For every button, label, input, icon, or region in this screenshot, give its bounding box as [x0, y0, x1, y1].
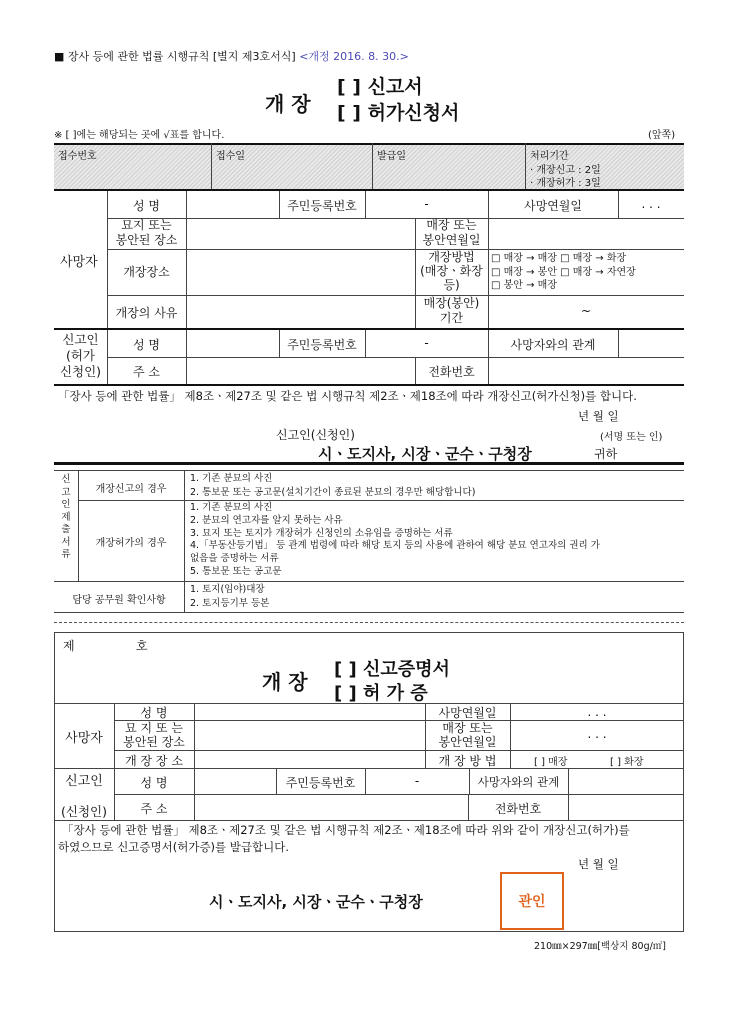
form-title-prefix: 개 장: [265, 92, 311, 116]
reburial-method-options[interactable]: [491, 252, 636, 293]
burial-date-label: 매장 또는 봉안연월일: [422, 218, 481, 247]
cert-authority: 시ㆍ도지사, 시장ㆍ군수ㆍ구청장: [209, 893, 423, 911]
grave-location-label: 묘지 또는 봉안된 장소: [115, 218, 178, 247]
cert-name-label: 성 명: [140, 706, 168, 720]
authority-addressee: 시ㆍ도지사, 시장ㆍ군수ㆍ구청장: [318, 445, 532, 463]
form-title-permit: [ ] 허가신청서: [337, 102, 460, 124]
checkbox-note: ※ [ ]에는 해당되는 곳에 √표를 합니다.: [54, 130, 225, 141]
burial-period-label: 매장(봉안) 기간: [423, 296, 480, 325]
cert-text-2: 하였으므로 신고증명서(허가증)를 발급합니다.: [58, 840, 290, 854]
death-date-field[interactable]: . . .: [641, 197, 661, 211]
cert-method-label: 개 장 방 법: [438, 754, 497, 768]
reburial-reason-label: 개장의 사유: [115, 306, 178, 320]
cert-burial-date-label: 매장 또는 봉안연월일: [438, 721, 497, 749]
cert-grave-field[interactable]: [195, 721, 424, 749]
cert-date: 년 월 일: [578, 857, 619, 871]
cert-method-cremation-option[interactable]: [ ] 화장: [610, 757, 644, 768]
reburial-reason-field[interactable]: [187, 296, 414, 327]
cert-grave-label: 묘 지 또 는 봉안된 장소: [123, 721, 185, 749]
signer-label: 신고인(신청인): [276, 428, 355, 442]
cert-title-prefix: 개 장: [262, 670, 308, 694]
cert-app-name-label: 성 명: [140, 776, 168, 790]
method-option[interactable]: □ 매장 → 매장 □ 매장 → 화장: [491, 253, 627, 264]
cert-app-rrn-field[interactable]: -: [414, 774, 420, 788]
report-case-label: 개장신고의 경우: [95, 484, 167, 495]
page-side: (앞쪽): [648, 130, 676, 141]
addressee-suffix: 귀하: [594, 447, 618, 461]
grave-location-field[interactable]: [187, 219, 414, 248]
cert-reburial-place-label: 개 장 장 소: [125, 754, 183, 768]
officer-check-label: 담당 공무원 확인사항: [72, 595, 166, 606]
cut-line: [54, 622, 684, 623]
sign-note: (서명 또는 인): [600, 432, 663, 443]
receipt-date-label: 접수일: [216, 151, 245, 162]
deceased-section-label: 사망자: [60, 255, 98, 270]
declaration-text: 「장사 등에 관한 법률」 제8조ㆍ제27조 및 같은 법 시행규칙 제2조ㆍ제18조에 따라 개장신고(허가신청)를 합니다.: [58, 389, 637, 403]
cert-app-address-field[interactable]: [195, 795, 467, 819]
revision-note: <개정 2016. 8. 30.>: [299, 50, 409, 63]
relation-field[interactable]: [619, 331, 683, 356]
applicant-name-field[interactable]: [187, 331, 278, 356]
deceased-name-field[interactable]: [187, 192, 278, 217]
declaration-date: 년 월 일: [578, 409, 619, 423]
report-documents-list: 1. 기존 분묘의 사진 2. 통보문 또는 공고문(설치기간이 종료된 분묘의 경우만 해당합니다): [190, 473, 476, 498]
receipt-number-label: 접수번호: [58, 151, 97, 162]
issue-date-label: 발급일: [377, 151, 406, 162]
applicant-name-label: 성 명: [133, 338, 160, 352]
cert-app-phone-label: 전화번호: [494, 802, 542, 816]
cert-title-report: [ ] 신고증명서: [334, 659, 450, 680]
applicant-phone-label: 전화번호: [428, 365, 475, 379]
cert-death-date-label: 사망연월일: [438, 706, 497, 720]
reburial-place-field[interactable]: [187, 250, 414, 294]
official-seal-box: 관인: [500, 872, 564, 930]
cert-applicant-label-1: 신고인: [65, 774, 103, 789]
death-date-label: 사망연월일: [524, 199, 582, 213]
cert-relation-label: 사망자와의 관계: [477, 775, 560, 789]
signature-field[interactable]: [380, 422, 580, 440]
applicant-phone-field[interactable]: [489, 358, 683, 383]
burial-date-field[interactable]: [489, 219, 683, 248]
cert-deceased-label: 사망자: [65, 731, 103, 746]
cert-applicant-label-2: (신청인): [61, 804, 107, 819]
reburial-place-label: 개장장소: [123, 265, 170, 279]
cert-text-1: 「장사 등에 관한 법률」 제8조ㆍ제27조 및 같은 법 시행규칙 제2조ㆍ제18조에 따라 위와 같이 개장신고(허가)를: [62, 823, 630, 837]
applicant-address-label: 주 소: [133, 365, 160, 379]
cert-relation-field[interactable]: [569, 769, 683, 793]
deceased-rrn-label: 주민등록번호: [287, 199, 357, 213]
form-title-report: [ ] 신고서: [337, 76, 423, 98]
form-rule-label: ■ 장사 등에 관한 법률 시행규칙 [별지 제3호서식] <개정 2016. 8. 30.>: [54, 50, 409, 63]
relation-label: 사망자와의 관계: [510, 338, 596, 352]
cert-burial-date-field[interactable]: . . .: [587, 727, 607, 741]
permit-documents-list: 1. 기존 분묘의 사진 2. 분묘의 연고자를 알지 못하는 사유 3. 묘지 또는 토지가 개장허가 신청인의 소유임을 증명하는 서류 4.「부동산등기법」 등 관계 법령에 따라 해당 토지 등의 사용에 관하여 해당 분묘 연고자의 권리 가 없음을 증명하는 서류 5. 통보문 또는 공고문: [190, 502, 600, 577]
deceased-name-label: 성 명: [133, 199, 160, 213]
cert-title-permit: [ ] 허 가 증: [334, 683, 428, 704]
paper-spec: 210㎜×297㎜[백상지 80g/㎡]: [534, 941, 667, 952]
method-option[interactable]: □ 매장 → 봉안 □ 매장 → 자연장: [491, 266, 636, 278]
burial-period-field[interactable]: ~: [580, 304, 592, 318]
permit-case-label: 개장허가의 경우: [95, 538, 167, 549]
deceased-rrn-field[interactable]: -: [424, 197, 429, 211]
cert-name-field[interactable]: [195, 704, 424, 719]
cert-death-date-field[interactable]: . . .: [587, 705, 607, 719]
applicant-rrn-label: 주민등록번호: [287, 338, 357, 352]
cert-number-prefix: 제: [63, 639, 75, 653]
cert-app-address-label: 주 소: [140, 802, 168, 816]
cert-number-suffix: 호: [136, 639, 148, 653]
cert-number-field[interactable]: [80, 635, 130, 651]
cert-app-name-field[interactable]: [195, 769, 275, 793]
documents-section-label: 신 고 인 제 출 서 류: [61, 474, 71, 560]
reburial-method-label: 개장방법 (매장ㆍ화장 등): [420, 250, 483, 292]
processing-period-permit: · 개장허가 : 3일: [530, 178, 601, 189]
processing-period-report: · 개장신고 : 2일: [530, 165, 601, 176]
cert-reburial-place-field[interactable]: [195, 751, 424, 767]
applicant-section-label: 신고인 (허가 신청인): [59, 332, 102, 379]
method-option[interactable]: □ 봉안 → 매장: [491, 280, 558, 291]
applicant-rrn-field[interactable]: -: [424, 336, 429, 350]
processing-period-label: 처리기간: [530, 151, 569, 162]
cert-app-rrn-label: 주민등록번호: [285, 776, 356, 790]
cert-app-phone-field[interactable]: [569, 795, 683, 819]
cert-method-burial-option[interactable]: [ ] 매장: [534, 757, 568, 768]
officer-check-list: 1. 토지(임야)대장 2. 토지등기부 등본: [190, 584, 270, 609]
applicant-address-field[interactable]: [187, 358, 414, 383]
